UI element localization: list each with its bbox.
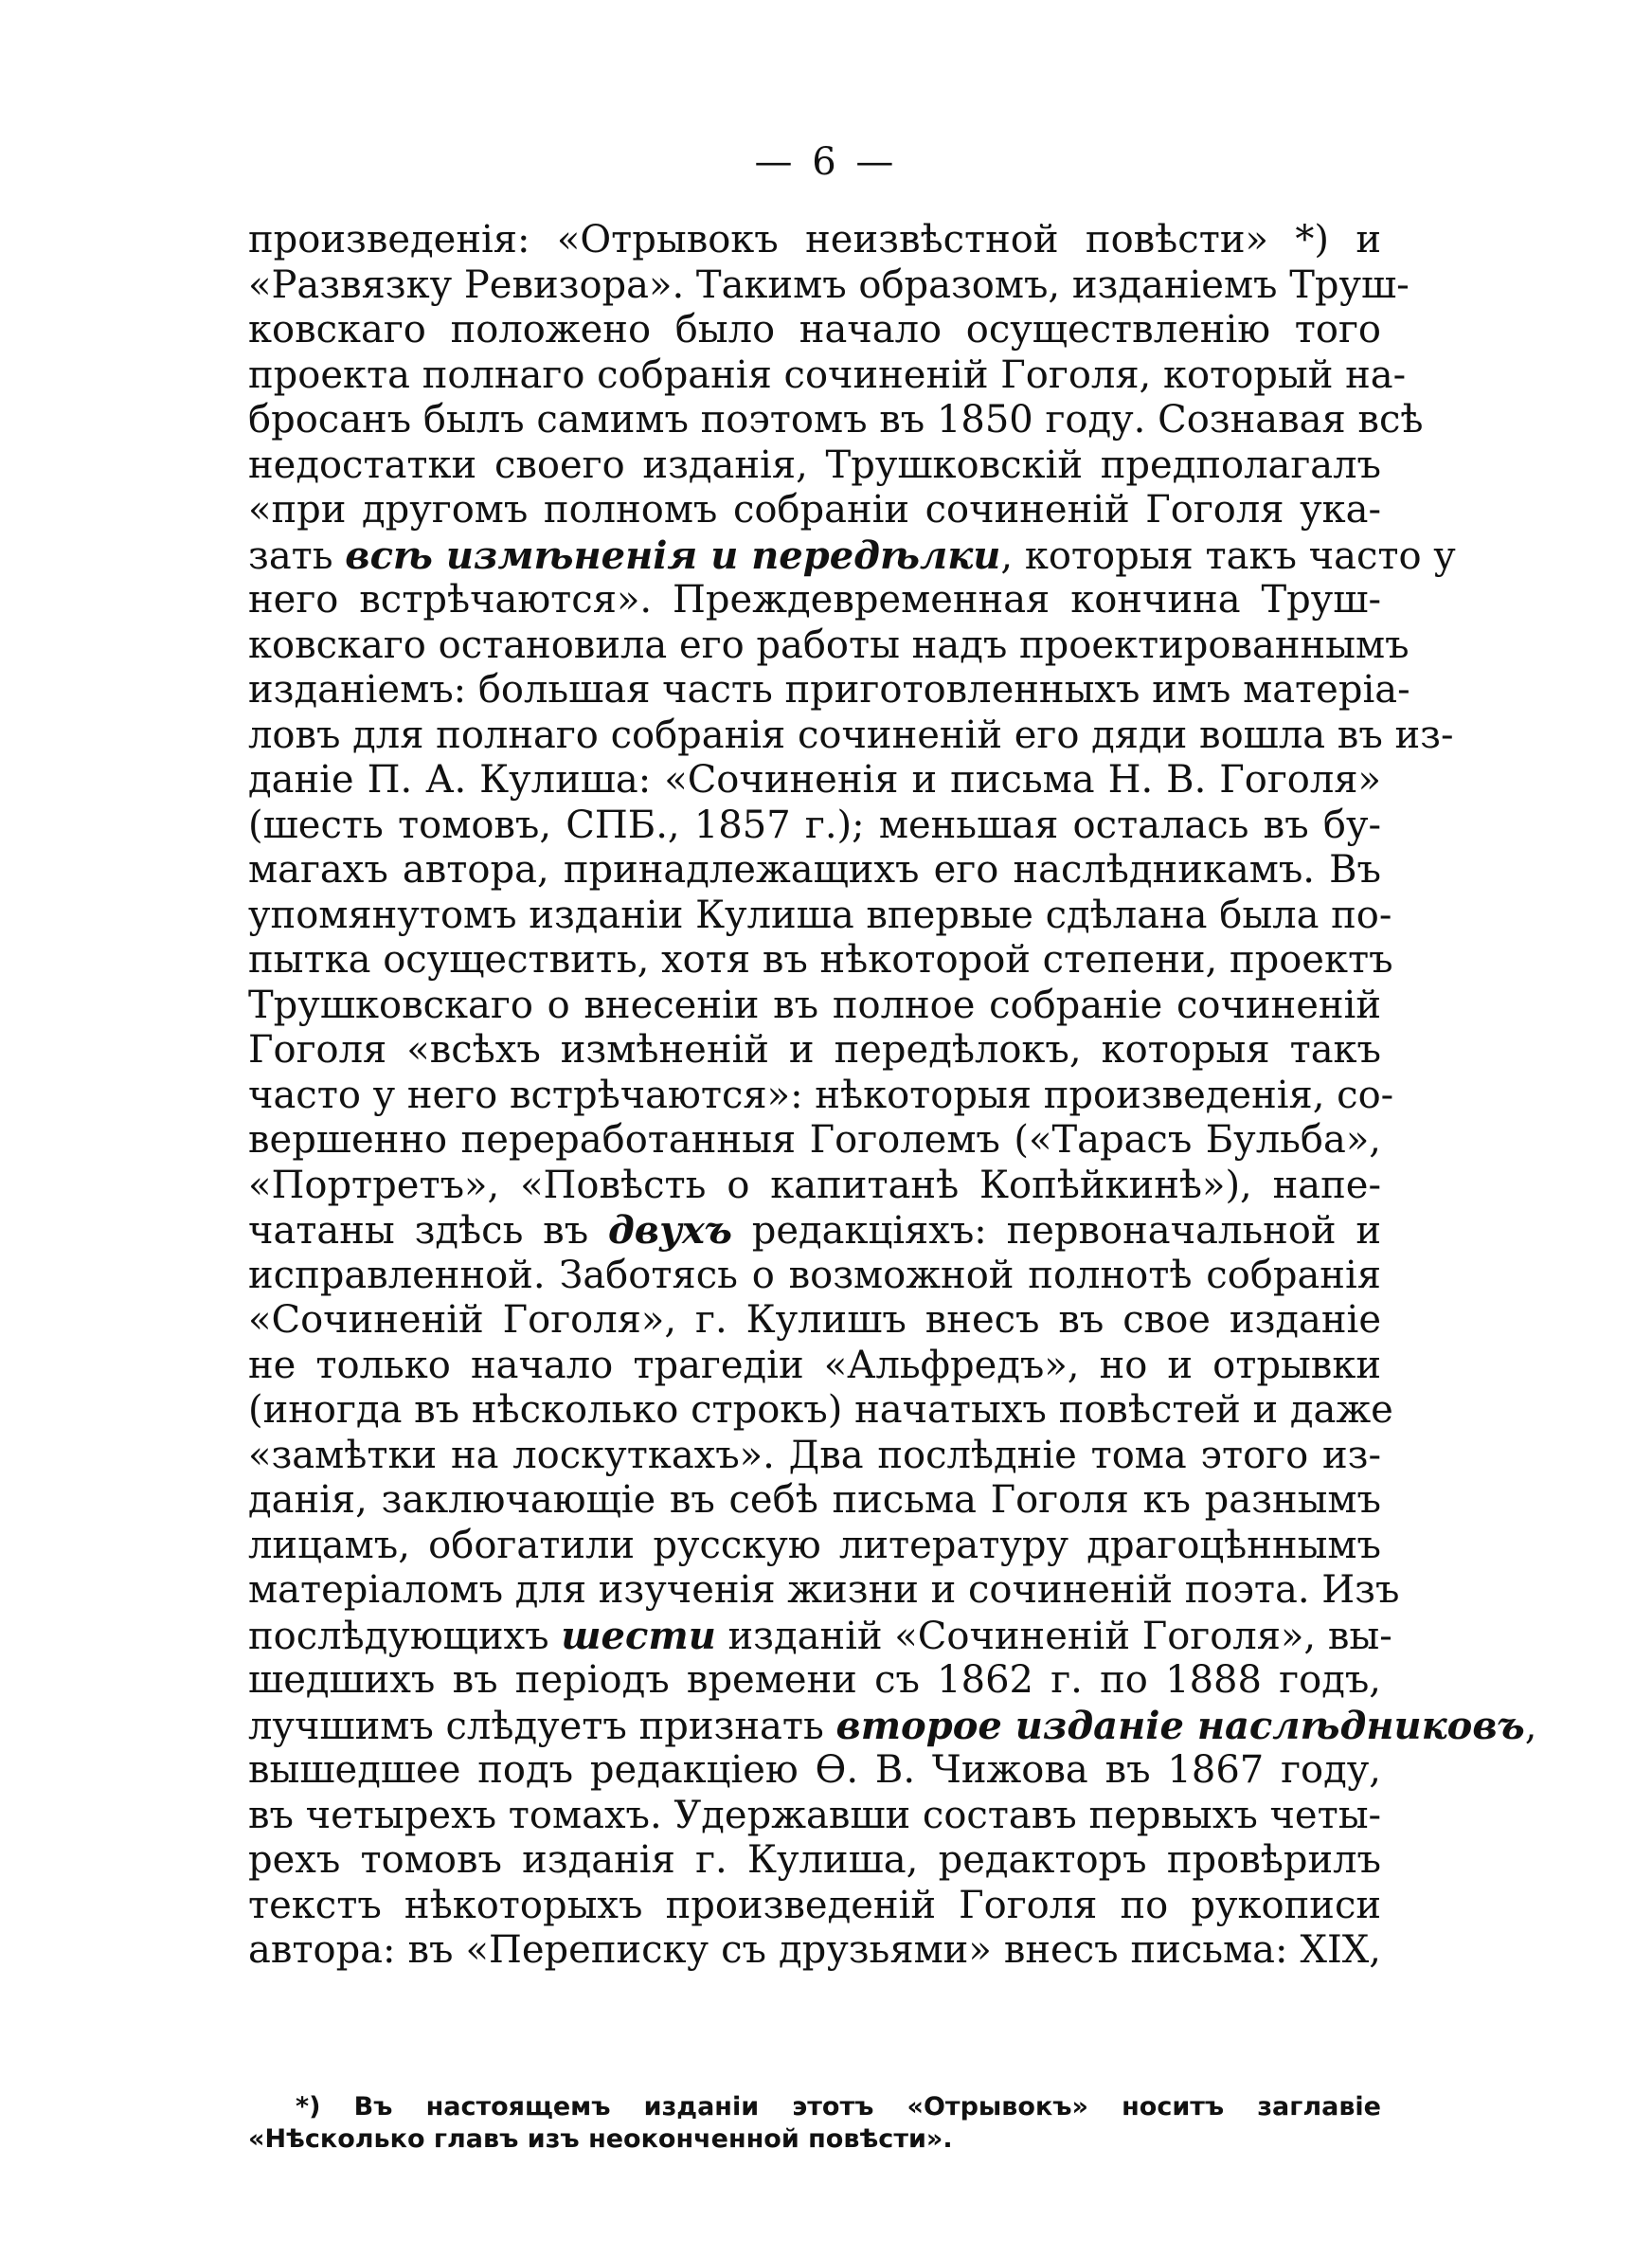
text-line bbox=[248, 443, 1381, 489]
text-line bbox=[248, 578, 1381, 623]
text-line bbox=[248, 218, 1381, 263]
text-line bbox=[248, 1613, 1392, 1659]
text-run: (иногда въ нѣсколько строкъ) начатыхъ повѣстей и даже bbox=[248, 1388, 1393, 1432]
text-run: въ четырехъ томахъ. Удержавши составъ первыхъ четы- bbox=[248, 1793, 1382, 1837]
text-run: бросанъ былъ самимъ поэтомъ въ 1850 году. Сознавая всѣ bbox=[248, 398, 1424, 442]
text-run: исправленной. Заботясь о возможной полнотѣ собранія bbox=[248, 1253, 1381, 1297]
text-line bbox=[248, 308, 1381, 353]
text-run: редакціяхъ: первоначальной и bbox=[731, 1209, 1381, 1253]
text-line bbox=[248, 1524, 1381, 1569]
text-run: ковскаго положено было начало осуществленію того bbox=[248, 308, 1381, 352]
text-line bbox=[248, 1884, 1381, 1929]
emphasized-text: второе изданіе наслѣдниковъ bbox=[835, 1703, 1525, 1748]
text-run: изданій «Сочиненій Гоголя», вы- bbox=[715, 1614, 1392, 1658]
text-run: чатаны здѣсь въ bbox=[248, 1209, 608, 1253]
text-line bbox=[248, 668, 1410, 713]
emphasized-text: шести bbox=[561, 1613, 716, 1658]
text-line bbox=[248, 893, 1392, 939]
text-run: лучшимъ слѣдуетъ признать bbox=[248, 1704, 836, 1748]
text-line bbox=[248, 623, 1410, 669]
text-run: текстъ нѣкоторыхъ произведеній Гоголя по рукописи bbox=[248, 1883, 1381, 1927]
text-run: автора: въ «Переписку съ друзьями» внесъ письма: XIX, bbox=[248, 1928, 1381, 1972]
text-run: «замѣтки на лоскуткахъ». Два послѣдніе тома этого из- bbox=[248, 1433, 1381, 1477]
text-line bbox=[248, 1478, 1381, 1524]
footnote-line: «Нѣсколько главъ изъ неоконченной повѣсти». bbox=[248, 2124, 953, 2154]
text-run: послѣдующихъ bbox=[248, 1614, 562, 1658]
text-line bbox=[248, 352, 1407, 399]
text-run: зать bbox=[248, 533, 346, 578]
text-run: недостатки своего изданія, Трушковскій предполагалъ bbox=[248, 442, 1381, 487]
text-line bbox=[248, 1298, 1381, 1344]
text-run: упомянутомъ изданіи Кулиша впервые сдѣлана была по- bbox=[248, 893, 1392, 937]
main-text bbox=[248, 218, 1537, 1974]
text-run: (шесть томовъ, СПБ., 1857 г.); меньшая осталась въ бу- bbox=[248, 803, 1381, 847]
text-run: , bbox=[1524, 1704, 1537, 1748]
text-line bbox=[248, 1658, 1381, 1704]
text-run: «Сочиненій Гоголя», г. Кулишъ внесъ въ свое изданіе bbox=[248, 1298, 1381, 1342]
text-line bbox=[248, 1344, 1381, 1389]
text-line bbox=[248, 1838, 1381, 1884]
text-run: вершенно переработанныя Гоголемъ («Тарасъ Бульба», bbox=[248, 1118, 1381, 1162]
emphasized-text: всѣ измѣненія и передѣлки bbox=[345, 533, 1001, 578]
footnote-line: *) Въ настоящемъ изданіи этотъ «Отрывокъ» носитъ заглавіе bbox=[296, 2092, 1381, 2122]
text-run: шедшихъ въ періодъ времени съ 1862 г. по 1888 годъ, bbox=[248, 1658, 1381, 1702]
text-line bbox=[248, 488, 1381, 533]
text-run: произведенія: «Отрывокъ неизвѣстной повѣсти» *) и bbox=[248, 218, 1381, 262]
text-run: Трушковскаго о внесеніи въ полное собраніе сочиненій bbox=[248, 983, 1381, 1027]
emphasized-text: двухъ bbox=[607, 1208, 732, 1253]
text-line bbox=[248, 758, 1381, 803]
text-run: магахъ автора, принадлежащихъ его наслѣдникамъ. Въ bbox=[248, 848, 1381, 892]
text-run: не только начало трагедіи «Альфредъ», но и отрывки bbox=[248, 1343, 1381, 1387]
text-line bbox=[248, 1118, 1381, 1164]
text-run: матеріаломъ для изученія жизни и сочиненій поэта. Изъ bbox=[248, 1568, 1400, 1612]
text-run: лицамъ, обогатили русскую литературу драгоцѣннымъ bbox=[248, 1523, 1381, 1567]
text-line bbox=[248, 938, 1393, 984]
text-run: Гоголя «всѣхъ измѣненій и передѣлокъ, которыя такъ bbox=[248, 1028, 1381, 1072]
text-run: даніе П. А. Кулиша: «Сочиненія и письма Н. В. Гоголя» bbox=[248, 758, 1381, 802]
text-line bbox=[248, 1073, 1394, 1119]
text-run: часто у него встрѣчаются»: нѣкоторыя произведенія, со- bbox=[248, 1073, 1394, 1117]
text-run: него встрѣчаются». Преждевременная кончина Труш- bbox=[248, 578, 1381, 622]
text-run: «Портретъ», «Повѣсть о капитанѣ Копѣйкинѣ»), напе- bbox=[248, 1163, 1381, 1207]
text-run: пытка осуществить, хотя въ нѣкоторой степени, проектъ bbox=[248, 938, 1393, 982]
text-line bbox=[248, 1208, 1381, 1254]
text-line bbox=[248, 1568, 1400, 1614]
text-line bbox=[248, 1028, 1381, 1074]
text-run: вышедшее подъ редакціею Ѳ. В. Чижова въ 1867 году, bbox=[248, 1748, 1381, 1792]
text-line bbox=[248, 713, 1454, 759]
text-line bbox=[248, 803, 1381, 849]
text-line bbox=[248, 398, 1424, 443]
text-run: рехъ томовъ изданія г. Кулиша, редакторъ провѣрилъ bbox=[248, 1838, 1381, 1882]
page-number: — 6 — bbox=[754, 140, 898, 184]
text-run: «при другомъ полномъ собраніи сочиненій Гоголя ука- bbox=[248, 488, 1381, 532]
text-run: изданіемъ: большая часть приготовленныхъ имъ матеріа- bbox=[248, 668, 1410, 712]
text-line bbox=[248, 1703, 1537, 1749]
text-run: «Развязку Ревизора». Такимъ образомъ, изданіемъ Труш- bbox=[248, 262, 1410, 307]
text-line bbox=[248, 1388, 1393, 1434]
text-line bbox=[248, 533, 1456, 579]
text-run: ловъ для полнаго собранія сочиненій его дяди вошла въ из- bbox=[248, 713, 1454, 757]
footnote bbox=[248, 2091, 1381, 2156]
text-run: проекта полнаго собранія сочиненій Гоголя, который на- bbox=[248, 352, 1407, 397]
text-line bbox=[248, 1434, 1381, 1479]
text-run: ковскаго остановила его работы надъ проектированнымъ bbox=[248, 623, 1410, 667]
text-line bbox=[248, 1794, 1381, 1839]
text-line bbox=[248, 984, 1381, 1029]
text-line bbox=[248, 262, 1410, 309]
text-run: , которыя такъ часто у bbox=[1000, 533, 1456, 578]
text-line bbox=[248, 1254, 1381, 1299]
text-line bbox=[248, 1164, 1381, 1209]
text-line bbox=[248, 848, 1381, 894]
text-line bbox=[248, 1748, 1381, 1794]
text-run: данія, заключающіе въ себѣ письма Гоголя къ разнымъ bbox=[248, 1478, 1381, 1522]
text-line bbox=[248, 1928, 1381, 1974]
